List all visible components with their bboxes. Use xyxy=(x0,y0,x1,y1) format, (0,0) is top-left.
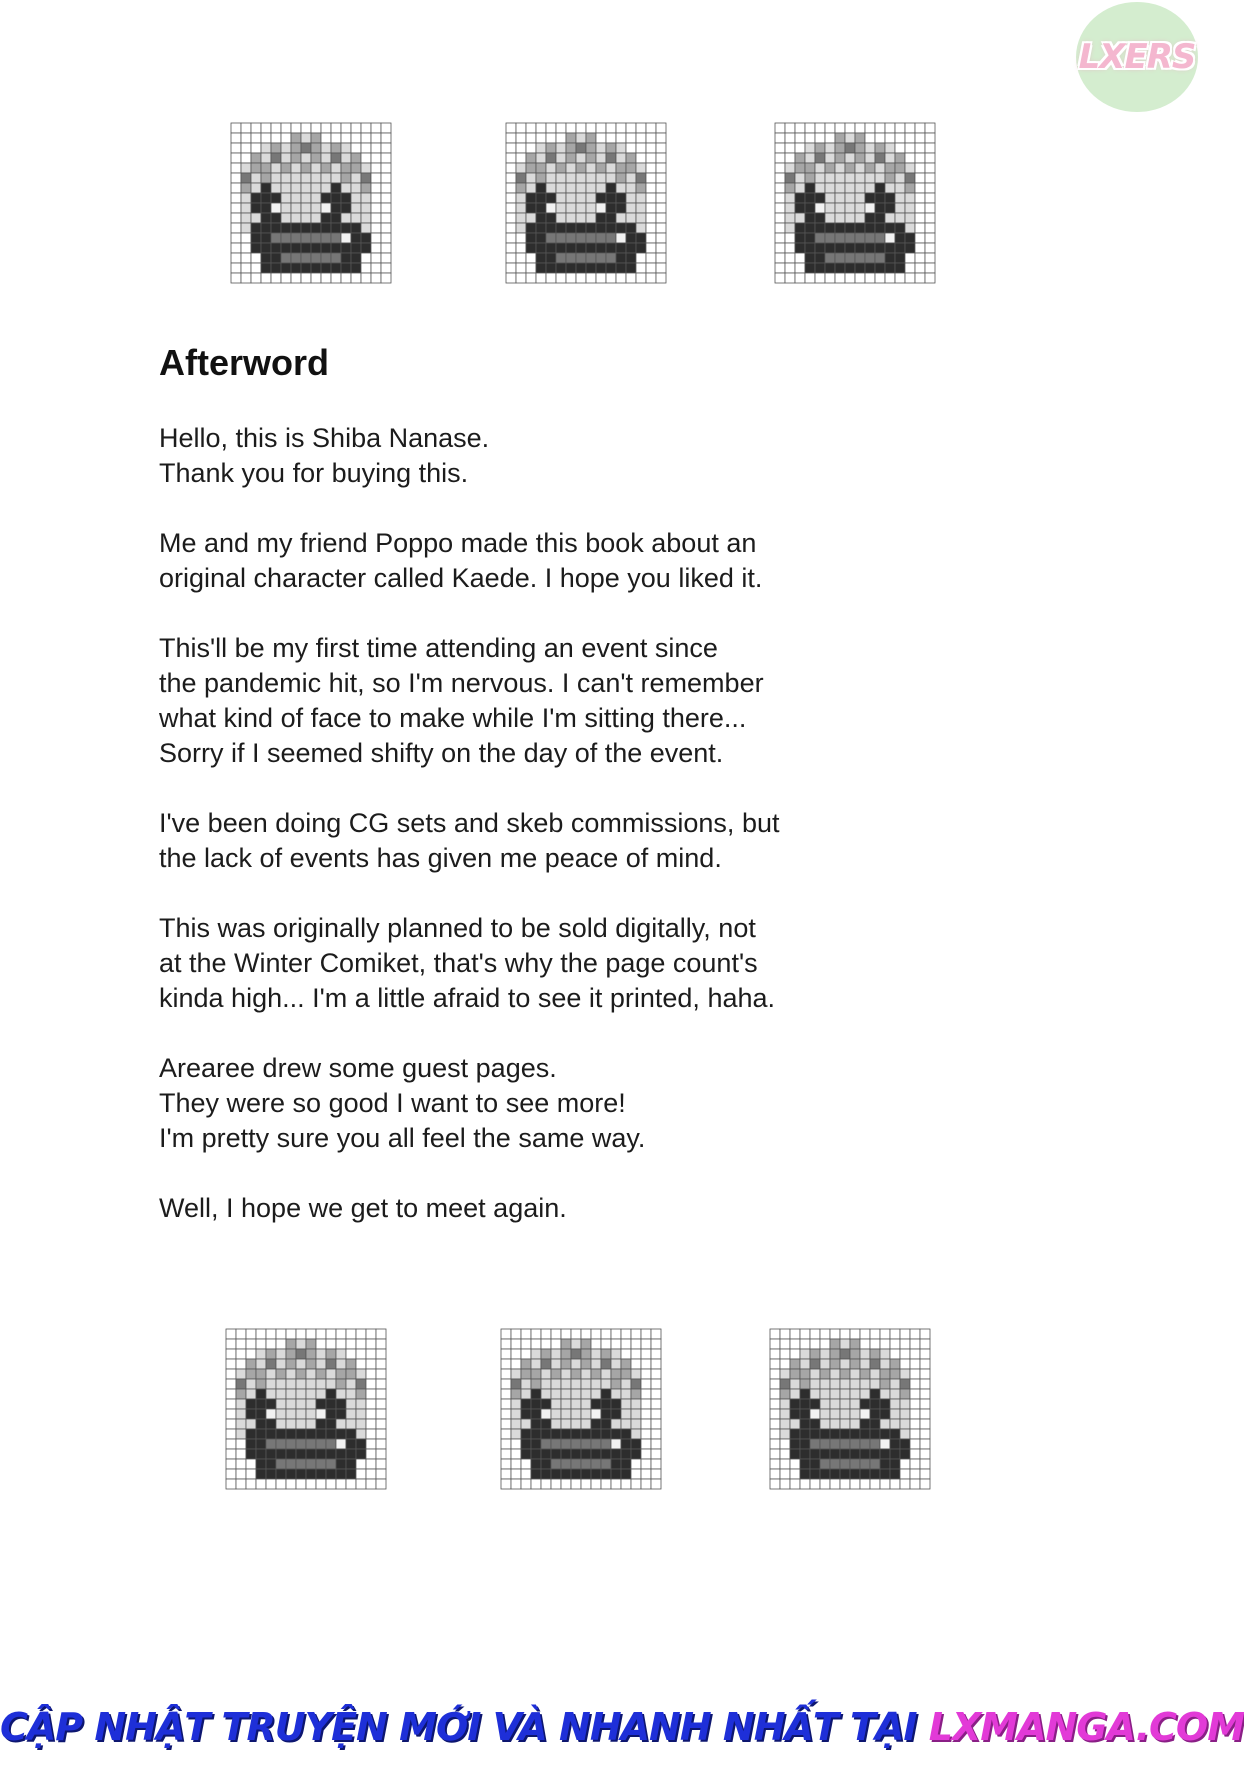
watermark-logo xyxy=(1076,2,1198,112)
top-decoration-row xyxy=(0,122,1200,284)
pixel-face-icon xyxy=(769,1328,931,1490)
text-line: Me and my friend Poppo made this book about an xyxy=(159,528,757,558)
text-line: Sorry if I seemed shifty on the day of the event. xyxy=(159,738,724,768)
text-line: Arearee drew some guest pages. xyxy=(159,1053,557,1083)
text-line: I'm pretty sure you all feel the same way. xyxy=(159,1123,646,1153)
text-line: Thank you for buying this. xyxy=(159,458,469,488)
site-banner xyxy=(0,1705,1244,1749)
text-line: what kind of face to make while I'm sitting there... xyxy=(159,703,747,733)
paragraph xyxy=(159,911,1059,1016)
pixel-face-icon xyxy=(230,122,392,284)
text-line: the pandemic hit, so I'm nervous. I can't remember xyxy=(159,668,764,698)
banner-site-link[interactable]: LXMANGA.COM xyxy=(928,1705,1244,1749)
text-line: the lack of events has given me peace of mind. xyxy=(159,843,722,873)
text-line: original character called Kaede. I hope you liked it. xyxy=(159,563,763,593)
lxers-logo-icon: LXERS xyxy=(1078,37,1196,77)
text-line: kinda high... I'm a little afraid to see it printed, haha. xyxy=(159,983,776,1013)
paragraph xyxy=(159,806,1059,876)
paragraph xyxy=(159,526,1059,596)
pixel-face-icon xyxy=(500,1328,662,1490)
text-line: This was originally planned to be sold digitally, not xyxy=(159,913,756,943)
pixel-face-icon xyxy=(505,122,667,284)
text-line: Well, I hope we get to meet again. xyxy=(159,1193,567,1223)
text-line: Hello, this is Shiba Nanase. xyxy=(159,423,490,453)
text-line: They were so good I want to see more! xyxy=(159,1088,626,1118)
text-line: I've been doing CG sets and skeb commissions, but xyxy=(159,808,780,838)
paragraph xyxy=(159,421,1059,491)
paragraph xyxy=(159,1051,1059,1156)
paragraph xyxy=(159,1191,1059,1226)
pixel-face-icon xyxy=(774,122,936,284)
paragraph xyxy=(159,631,1059,771)
pixel-face-icon xyxy=(225,1328,387,1490)
bottom-decoration-row xyxy=(0,1328,1200,1490)
text-line: at the Winter Comiket, that's why the page count's xyxy=(159,948,758,978)
banner-text: CẬP NHẬT TRUYỆN MỚI VÀ NHANH NHẤT TẠI xyxy=(0,1705,929,1749)
page-title: Afterword xyxy=(159,342,329,383)
text-line: This'll be my first time attending an event since xyxy=(159,633,718,663)
afterword-body xyxy=(159,421,1059,1261)
